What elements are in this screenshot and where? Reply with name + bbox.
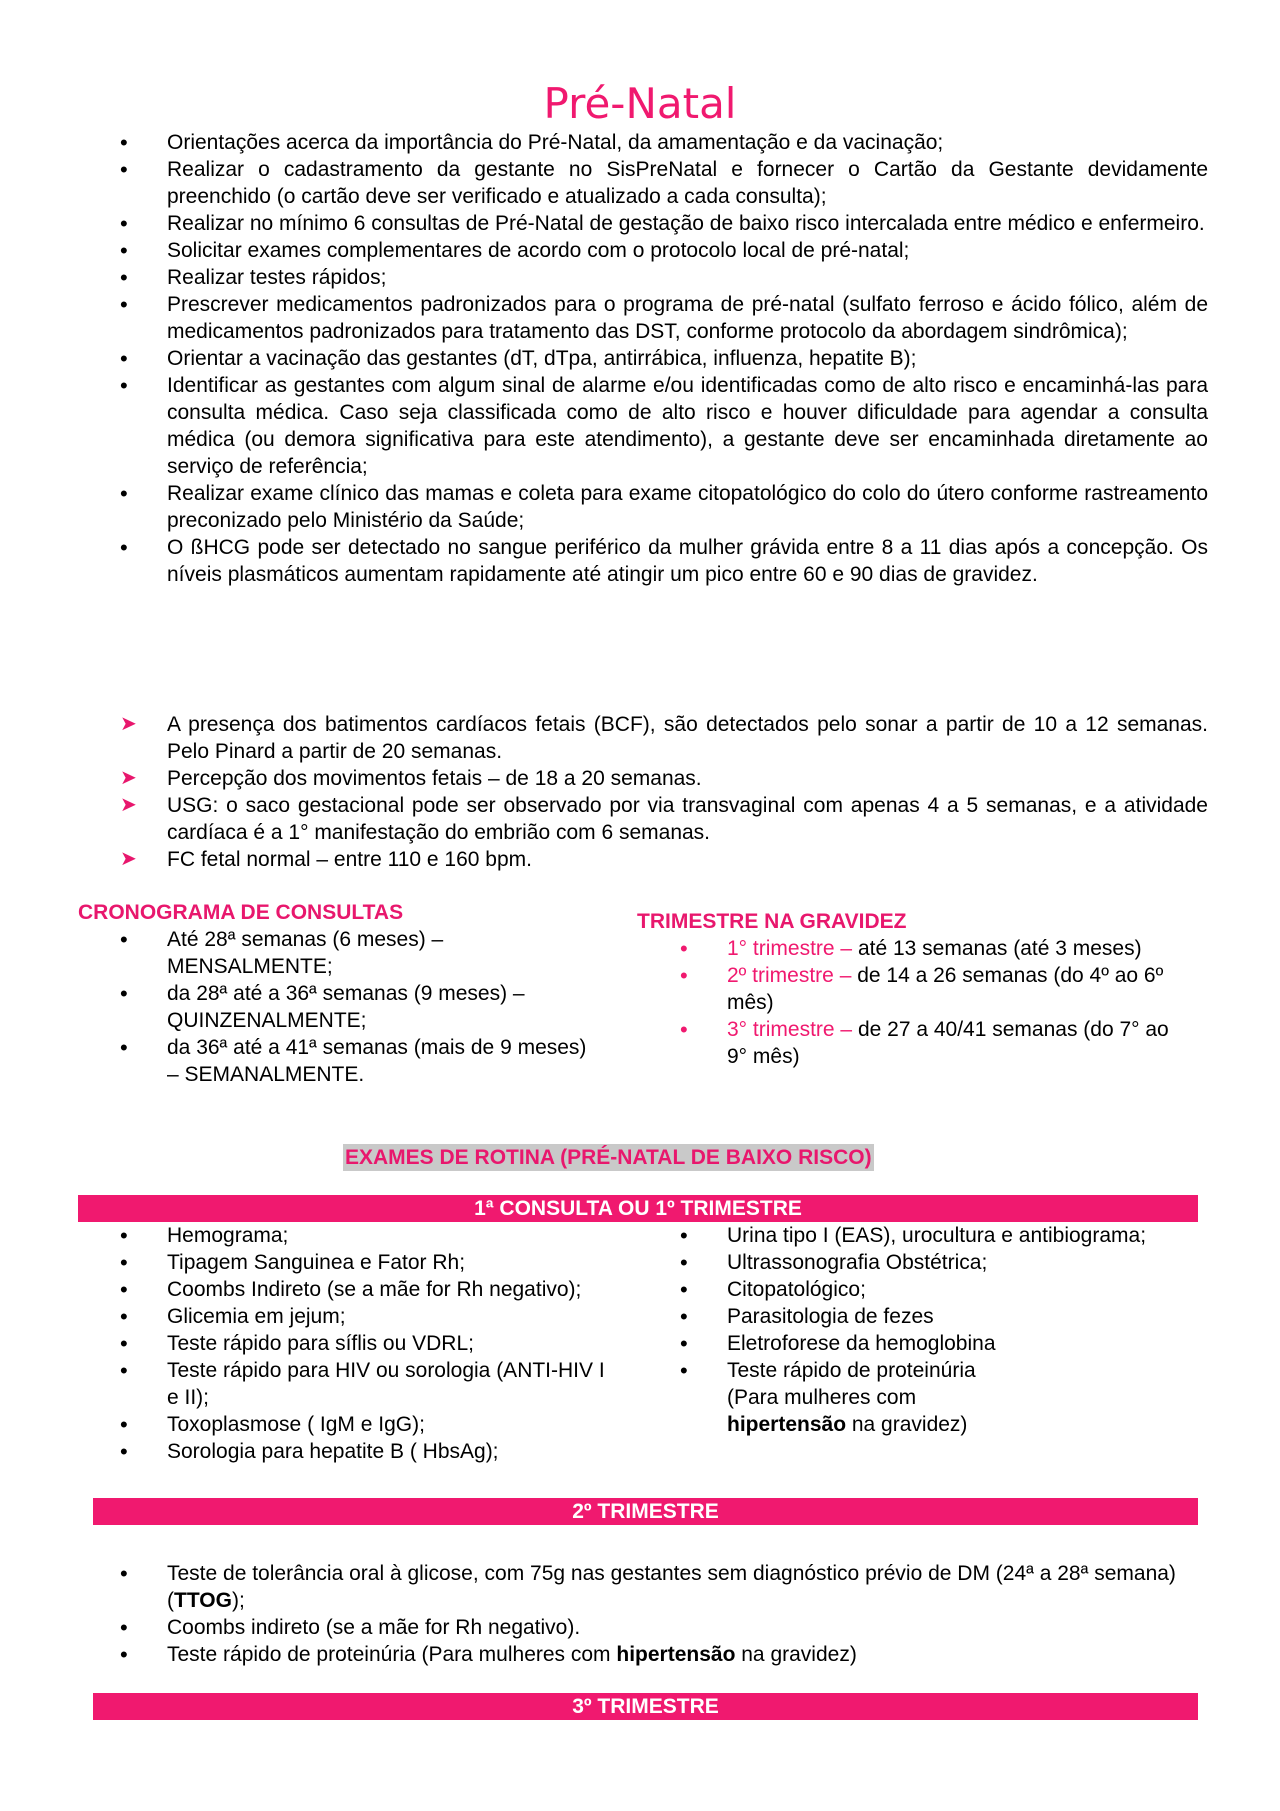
bullet-icon	[120, 534, 128, 562]
list-item: • Ultrassonografia Obstétrica;	[650, 1249, 1195, 1276]
third-trimester-bar: 3º TRIMESTRE	[93, 1693, 1198, 1720]
bullet-icon	[680, 1276, 688, 1304]
main-bullet-list	[90, 129, 1208, 588]
list-item: • Teste rápido de proteinúria (Para mulheres com hipertensão na gravidez)	[650, 1357, 1195, 1438]
list-item: • 2º trimestre – de 14 a 26 semanas (do 4º ao 6º mês)	[650, 962, 1190, 1016]
list-item: • Prescrever medicamentos padronizados para o programa de pré-natal (sulfato ferroso e ácido fólico, além de medicamentos padronizados para tratamento das DST, conforme protocolo da abordagem sindrômica);	[90, 291, 1208, 345]
list-item: • 1° trimestre – até 13 semanas (até 3 meses)	[650, 935, 1190, 962]
bullet-icon	[680, 1249, 688, 1277]
list-item: • 3° trimestre – de 27 a 40/41 semanas (do 7° ao 9° mês)	[650, 1016, 1190, 1070]
list-item: • da 36ª até a 41ª semanas (mais de 9 meses) – SEMANALMENTE.	[90, 1034, 650, 1088]
bullet-icon	[120, 129, 128, 157]
bullet-icon	[120, 210, 128, 238]
list-item: • Parasitologia de fezes	[650, 1303, 1195, 1330]
bullet-icon	[120, 980, 128, 1008]
bullet-icon	[120, 1303, 128, 1331]
bullet-icon	[680, 1016, 688, 1044]
list-item: • Toxoplasmose ( IgM e IgG);	[90, 1411, 650, 1438]
bullet-icon	[120, 156, 128, 184]
list-item: ➤ USG: o saco gestacional pode ser observado por via transvaginal com apenas 4 a 5 semanas, e a atividade cardíaca é a 1° manifestação do embrião com 6 semanas.	[120, 794, 1208, 844]
bullet-icon	[680, 1303, 688, 1331]
list-item: • O ßHCG pode ser detectado no sangue periférico da mulher grávida entre 8 a 11 dias após a concepção. Os níveis plasmáticos aumentam rapidamente até atingir um pico entre 60 e 90 dias de gravidez.	[90, 534, 1208, 588]
list-item: • Realizar testes rápidos;	[90, 264, 1208, 291]
bullet-icon	[120, 1034, 128, 1062]
list-item: • Coombs Indireto (se a mãe for Rh negativo);	[90, 1276, 650, 1303]
list-item: • Realizar no mínimo 6 consultas de Pré-Natal de gestação de baixo risco intercalada entre médico e enfermeiro.	[90, 210, 1208, 237]
list-item: ➤ A presença dos batimentos cardíacos fetais (BCF), são detectados pelo sonar a partir de 10 a 12 semanas. Pelo Pinard a partir de 20 semanas.	[120, 713, 1208, 763]
list-item: • Até 28ª semanas (6 meses) – MENSALMENTE;	[90, 926, 650, 980]
exams-title: EXAMES DE ROTINA (PRÉ-NATAL DE BAIXO RISCO)	[345, 1146, 872, 1169]
list-item: • Teste de tolerância oral à glicose, com 75g nas gestantes sem diagnóstico prévio de DM (24ª a 28ª semana) (TTOG);	[90, 1560, 1208, 1614]
list-item: ➤ FC fetal normal – entre 110 e 160 bpm.	[120, 848, 532, 871]
bullet-icon	[120, 1641, 128, 1669]
bullet-icon	[680, 1330, 688, 1358]
bullet-icon	[120, 1560, 128, 1588]
list-item: • Identificar as gestantes com algum sinal de alarme e/ou identificadas como de alto risco e encaminhá-las para consulta médica. Caso seja classificada como de alto risco e houver dificuldade para agendar a consulta médica (ou demora significativa para este atendimento), a gestante deve ser encaminhada diretamente ao serviço de referência;	[90, 372, 1208, 480]
list-item: • Eletroforese da hemoglobina	[650, 1330, 1195, 1357]
bullet-icon	[120, 372, 128, 400]
bullet-icon	[120, 480, 128, 508]
list-item: • Urina tipo I (EAS), urocultura e antibiograma;	[650, 1222, 1195, 1249]
list-item: • Teste rápido de proteinúria (Para mulheres com hipertensão na gravidez)	[90, 1641, 1208, 1668]
first-trimester-bar: 1ª CONSULTA OU 1º TRIMESTRE	[78, 1195, 1198, 1222]
list-item: • Sorologia para hepatite B ( HbsAg);	[90, 1438, 650, 1465]
bullet-icon	[120, 1276, 128, 1304]
list-item: • Citopatológico;	[650, 1276, 1195, 1303]
list-item: • Coombs indireto (se a mãe for Rh negativo).	[90, 1614, 1208, 1641]
page-title: Pré-Natal	[543, 79, 737, 128]
bullet-icon	[680, 962, 688, 990]
list-item: ➤ Percepção dos movimentos fetais – de 18 a 20 semanas.	[120, 767, 702, 790]
bullet-icon	[120, 1411, 128, 1439]
list-item: • Realizar exame clínico das mamas e coleta para exame citopatológico do colo do útero conforme rastreamento preconizado pelo Ministério da Saúde;	[90, 480, 1208, 534]
arrow-bullet-icon: ➤	[120, 713, 137, 735]
list-item: • da 28ª até a 36ª semanas (9 meses) – QUINZENALMENTE;	[90, 980, 650, 1034]
arrow-bullet-list	[90, 711, 1208, 873]
bullet-icon	[120, 291, 128, 319]
bullet-icon	[120, 1614, 128, 1642]
bullet-icon	[120, 264, 128, 292]
trimestre-heading: TRIMESTRE NA GRAVIDEZ	[637, 910, 907, 933]
list-item: • Tipagem Sanguinea e Fator Rh;	[90, 1249, 650, 1276]
list-item: • Orientar a vacinação das gestantes (dT, dTpa, antirrábica, influenza, hepatite B);	[90, 345, 1208, 372]
bullet-icon	[120, 1222, 128, 1250]
arrow-bullet-icon: ➤	[120, 794, 137, 816]
bullet-icon	[680, 1357, 688, 1385]
bullet-icon	[120, 1330, 128, 1358]
list-item: • Teste rápido para HIV ou sorologia (ANTI-HIV I e II);	[90, 1357, 650, 1411]
first-trimester-right-list	[650, 1222, 1195, 1438]
bullet-icon	[120, 345, 128, 373]
bullet-icon	[680, 935, 688, 963]
second-trimester-bar: 2º TRIMESTRE	[93, 1498, 1198, 1525]
trimestre-list	[650, 935, 1190, 1070]
arrow-bullet-icon: ➤	[120, 848, 137, 870]
list-item: • Glicemia em jejum;	[90, 1303, 650, 1330]
list-item: • Teste rápido para síflis ou VDRL;	[90, 1330, 650, 1357]
first-trimester-left-list	[90, 1222, 650, 1465]
list-item: • Realizar o cadastramento da gestante no SisPreNatal e fornecer o Cartão da Gestante devidamente preenchido (o cartão deve ser verificado e atualizado a cada consulta);	[90, 156, 1208, 210]
cronograma-list	[90, 926, 650, 1088]
bullet-icon	[120, 1249, 128, 1277]
bullet-icon	[680, 1222, 688, 1250]
second-trimester-list	[90, 1560, 1208, 1668]
arrow-bullet-icon: ➤	[120, 767, 137, 789]
list-item: • Solicitar exames complementares de acordo com o protocolo local de pré-natal;	[90, 237, 1208, 264]
cronograma-heading: CRONOGRAMA DE CONSULTAS	[78, 901, 404, 924]
list-item: • Orientações acerca da importância do Pré-Natal, da amamentação e da vacinação;	[90, 129, 1208, 156]
list-item: • Hemograma;	[90, 1222, 650, 1249]
bullet-icon	[120, 237, 128, 265]
bullet-icon	[120, 1357, 128, 1385]
bullet-icon	[120, 1438, 128, 1466]
bullet-icon	[120, 926, 128, 954]
